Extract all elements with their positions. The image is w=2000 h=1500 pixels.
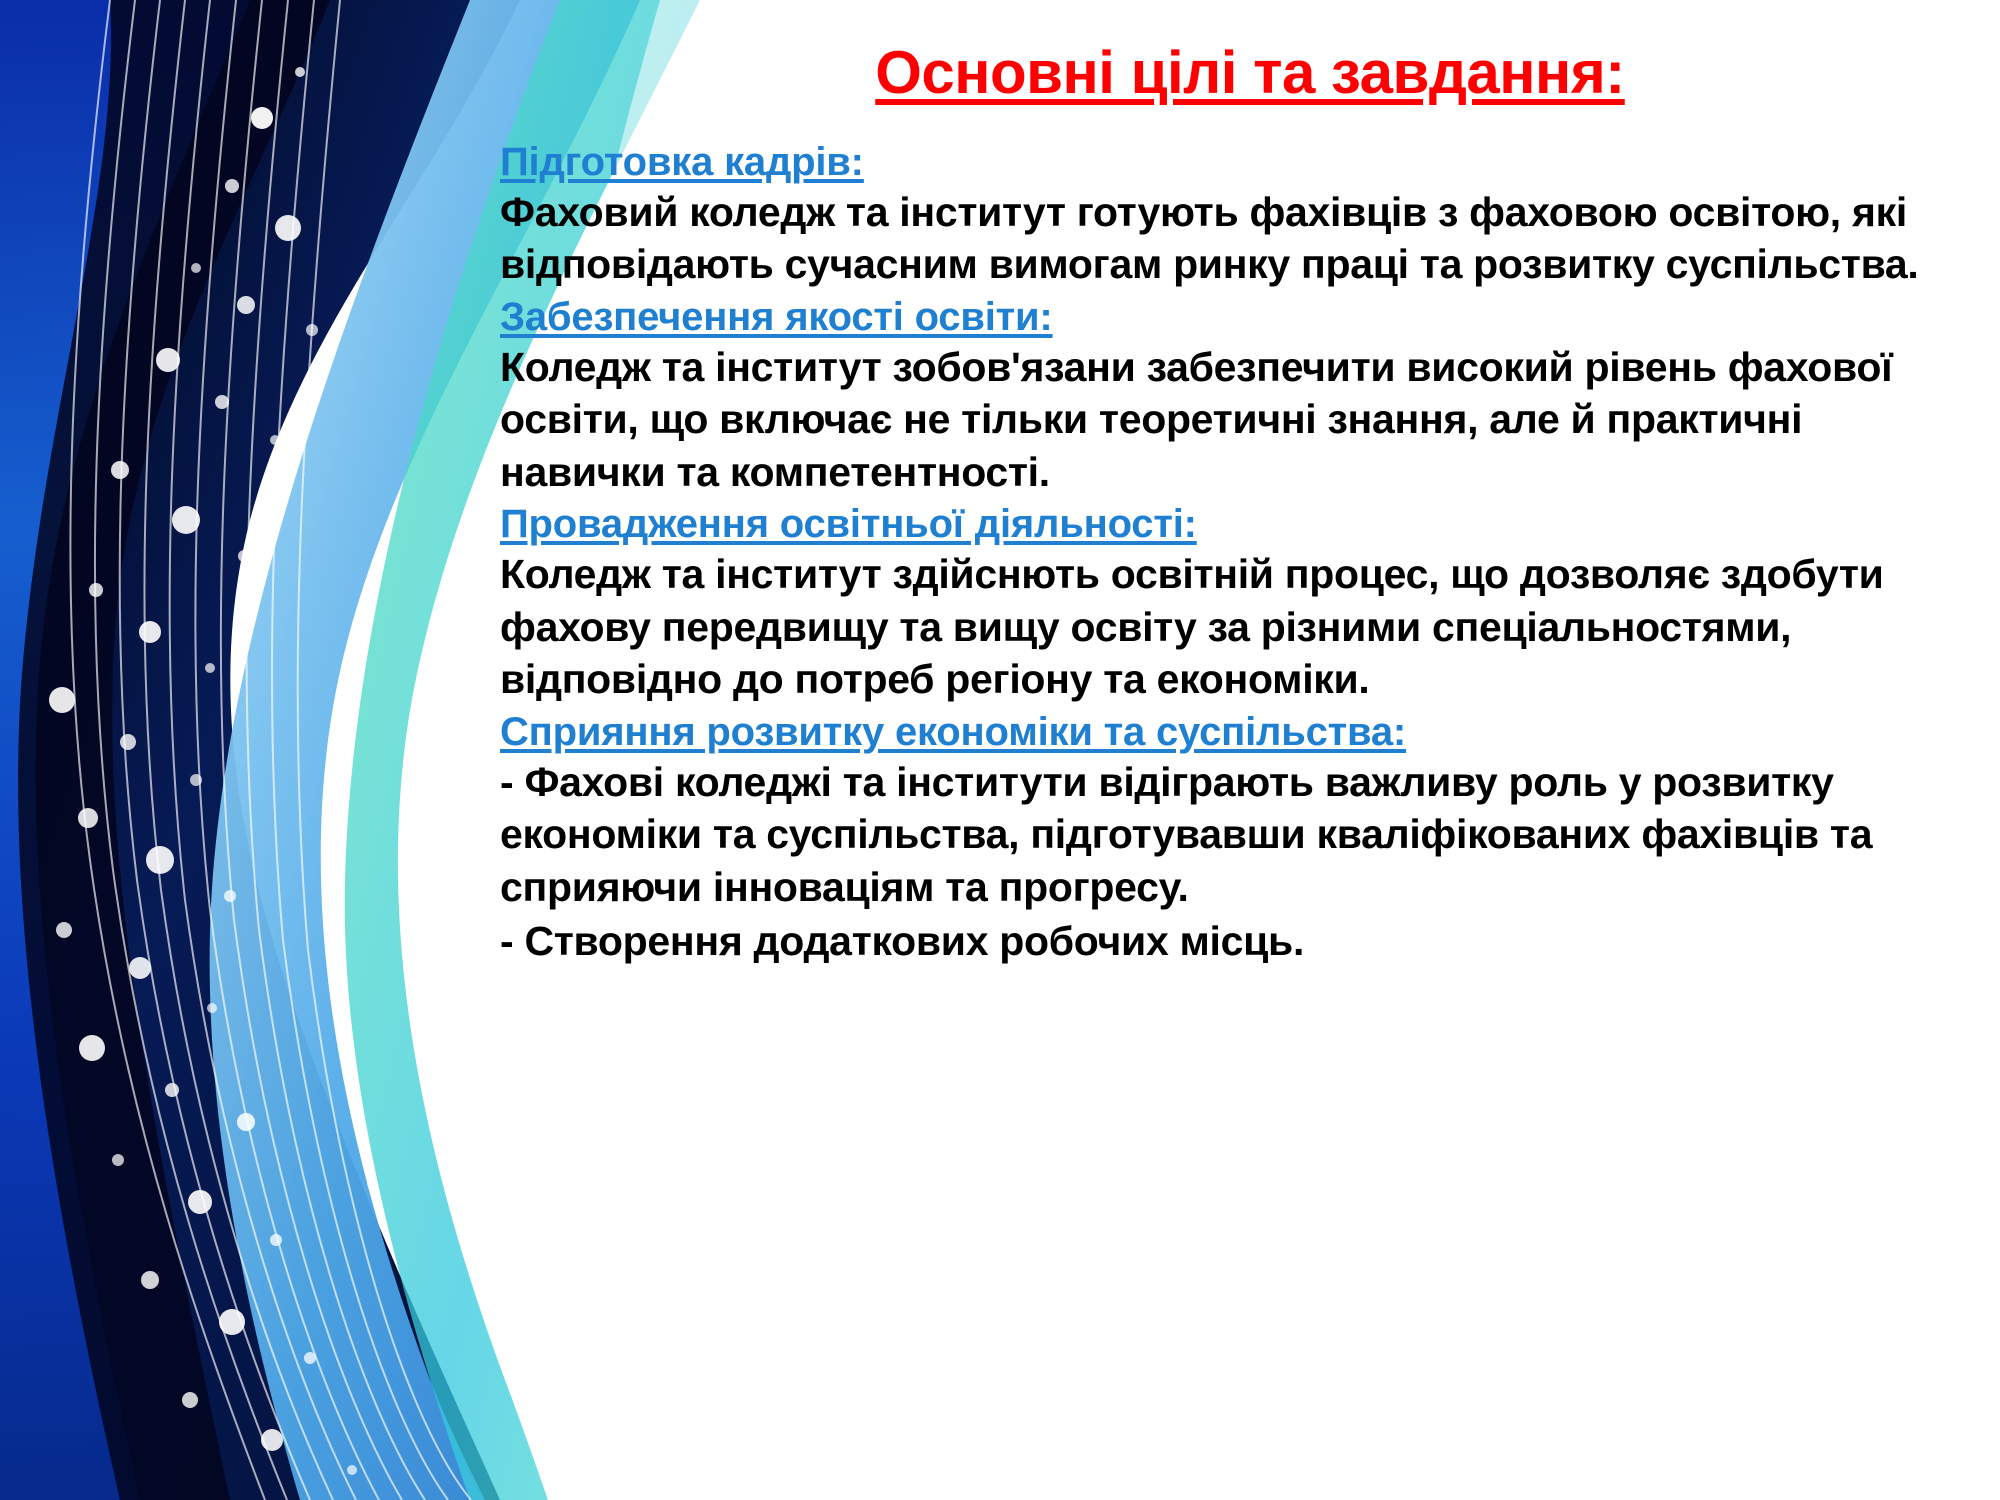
section-heading-1: Підготовка кадрів: bbox=[500, 140, 864, 184]
page-title: Основні цілі та завдання: bbox=[875, 39, 1625, 106]
section-paragraph-4a: - Фахові коледжі та інститути відіграють важливу роль у розвитку економіки та суспільства, підготувавши кваліфікованих фахівців та сприяючи інноваціям та прогресу. bbox=[500, 758, 1873, 910]
section-heading-3: Провадження освітньої діяльності: bbox=[500, 502, 1197, 547]
section-heading-4: Сприяння розвитку економіки та суспільства: bbox=[500, 709, 1407, 754]
slide-content bbox=[480, 0, 1980, 1500]
content-body bbox=[500, 140, 1920, 972]
section-paragraph-1: Фаховий коледж та інститут готують фахівців з фаховою освітою, які відповідають сучасним вимогам ринку праці та розвитку суспільства. bbox=[500, 189, 1919, 288]
section-paragraph-4b: - Створення додаткових робочих місць. bbox=[500, 918, 1305, 965]
section-paragraph-2: Коледж та інститут зобов'язани забезпечити високий рівень фахової освіти, що включає не тільки теоретичні знання, але й практичні навички та компетентності. bbox=[500, 343, 1893, 495]
section-heading-2: Забезпечення якості освіти: bbox=[500, 294, 1053, 339]
section-paragraph-3: Коледж та інститут здійснють освітній процес, що дозволяє здобути фахову передвищу та вищу освіту за різними спеціальностями, відповідно до потреб регіону та економіки. bbox=[500, 551, 1884, 703]
